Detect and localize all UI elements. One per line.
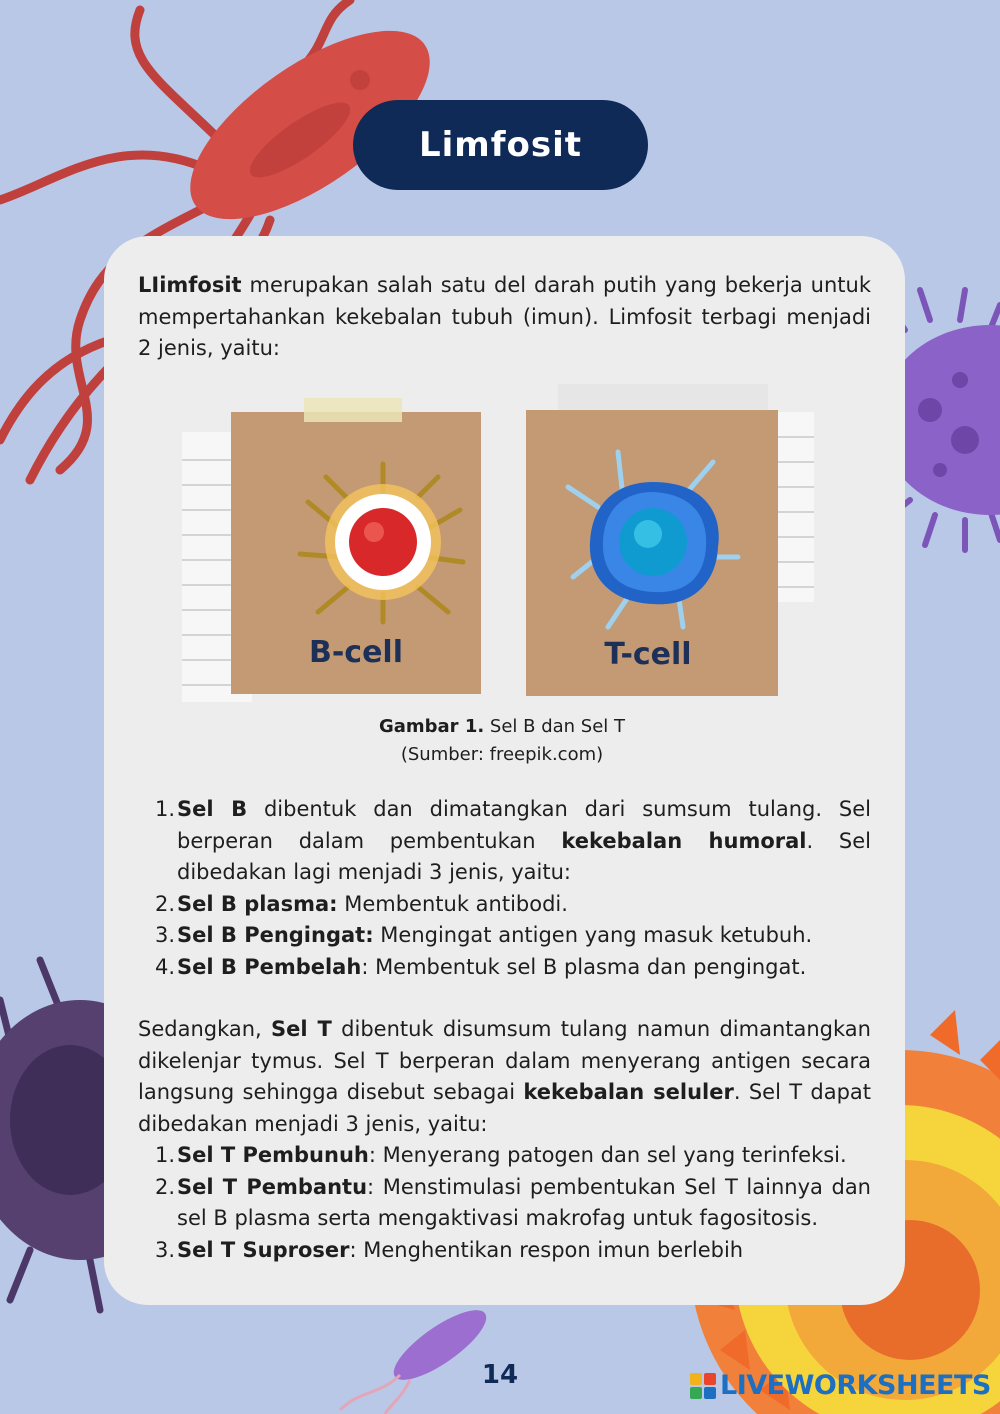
brand-logo[interactable] [690, 1370, 991, 1401]
list-text: : Menyerang patogen dan sel yang terinfeksi. [368, 1143, 847, 1167]
caption-source: (Sumber: freepik.com) [400, 744, 604, 765]
list-item [138, 889, 871, 921]
page-number: 14 [481, 1360, 519, 1390]
list-number: 3. [154, 923, 175, 947]
page-title: Limfosit [418, 125, 583, 165]
list-term: Sel B Pembelah [177, 954, 362, 979]
list-item [138, 952, 871, 984]
list-text: : Menstimulasi pembentukan Sel T lainnya dan sel B plasma serta mengaktivasi makrofag untuk fagositosis. [177, 1174, 871, 1230]
t-cell-label: T-cell [604, 637, 692, 672]
b-cell-list [138, 794, 871, 983]
list-number: 1. [154, 797, 175, 821]
b-cell-card-icon [231, 398, 481, 694]
list-item [138, 1140, 871, 1172]
para-bold-2: kekebalan seluler [523, 1080, 734, 1104]
liveworksheets-icon [690, 1373, 716, 1399]
list-item [138, 794, 871, 889]
t-cell-list [138, 1140, 871, 1266]
list-item [138, 920, 871, 952]
caption-text: Sel B dan Sel T [484, 716, 626, 737]
list-number: 2. [154, 891, 175, 916]
list-item [138, 1235, 871, 1267]
intro-paragraph [138, 270, 871, 365]
list-number: 4. [154, 954, 175, 979]
list-text: : Membentuk sel B plasma dan pengingat. [361, 954, 807, 979]
caption-bold: Gambar 1. [378, 716, 485, 737]
list-text: : Menghentikan respon imun berlebih [349, 1237, 744, 1262]
list-number: 3. [154, 1237, 175, 1262]
list-term: Sel T Suproser [177, 1237, 350, 1262]
intro-text: merupakan salah satu del darah putih yang bekerja untuk mempertahankan kekebalan tubuh (imun). Limfosit terbagi menjadi 2 jenis, yaitu: [138, 273, 871, 360]
para-text-2: dibentuk disumsum tulang namun dimantangkan dikelenjar tymus. Sel T berperan dalam menyerang antigen secara langsung sehingga disebut sebagai [138, 1017, 871, 1104]
cell-figure [178, 382, 818, 712]
list-text-2: . Sel dibedakan lagi menjadi 3 jenis, yaitu: [177, 828, 871, 884]
t-cell-paragraph [138, 1014, 871, 1140]
b-cell-label: B-cell [308, 635, 404, 670]
para-bold-1: Sel T [271, 1017, 332, 1041]
list-term: Sel T Pembunuh [177, 1143, 369, 1167]
list-text: dibentuk dan dimatangkan dari sumsum tulang. Sel berperan dalam pembentukan [177, 797, 871, 853]
list-number: 2. [154, 1174, 175, 1199]
para-text-1: Sedangkan, [138, 1017, 272, 1041]
list-term: Sel B Pengingat: [177, 923, 374, 947]
list-number: 1. [154, 1143, 175, 1167]
list-term-2: kekebalan humoral [561, 828, 807, 853]
list-text: Mengingat antigen yang masuk ketubuh. [373, 923, 813, 947]
brand-name: LIVEWORKSHEETS [720, 1370, 991, 1401]
t-cell-card-icon [526, 384, 778, 696]
list-term: Sel B plasma: [177, 891, 338, 916]
para-text-3: . Sel T dapat dibedakan menjadi 3 jenis, yaitu: [138, 1080, 872, 1136]
title-banner [353, 100, 648, 190]
small-bacterium-icon [340, 1299, 495, 1414]
figure-caption [300, 713, 704, 769]
list-term: Sel B [177, 797, 248, 821]
list-term: Sel T Pembantu [177, 1174, 368, 1199]
list-item [138, 1172, 871, 1235]
intro-bold-term: LIimfosit [138, 273, 242, 297]
list-text: Membentuk antibodi. [337, 891, 568, 916]
